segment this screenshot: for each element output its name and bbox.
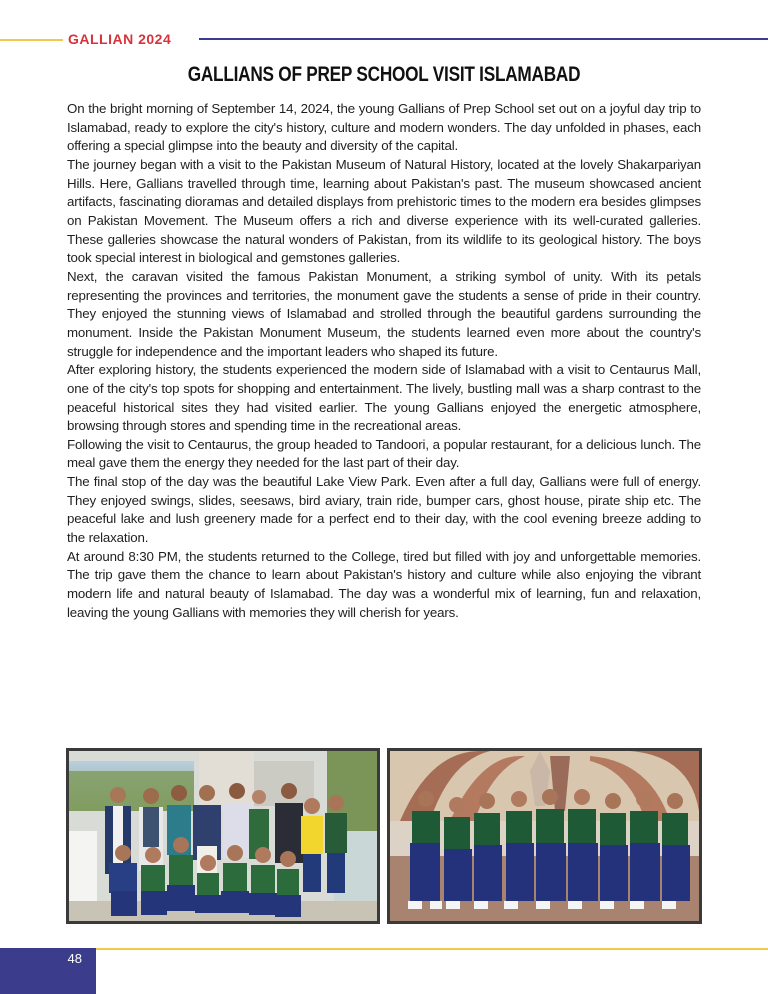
header-rule-blue	[199, 38, 768, 40]
article-paragraph: At around 8:30 PM, the students returned to the College, tired but filled with joy and unforgettable memories. The trip gave them the chance to learn about Pakistan's history and culture while also enjoying the vibrant modern life and natural beauty of Islamabad. The day was a wonderful mix of learning, fun and relaxation, leaving the young Gallians with memories they will cherish for years.	[67, 548, 701, 620]
article-paragraph: After exploring history, the students experienced the modern side of Islamabad with a visit to Centaurus Mall, one of the city's top spots for shopping and entertainment. The lively, bustling mall was a sharp contrast to the peaceful historical sites they had visited earlier. The young Gallians enjoyed the energetic atmosphere, browsing through stores and spending time in the recreational areas.	[67, 362, 701, 434]
article-body	[67, 100, 701, 622]
article-paragraph: Next, the caravan visited the famous Pakistan Monument, a striking symbol of unity. With its petals representing the provinces and territories, the monument gave the students a sense of pride in their country. They enjoyed the stunning views of Islamabad and strolled through the beautiful gardens surrounding the monument. Inside the Pakistan Monument Museum, the students learned even more about the country's struggle for independence and the important leaders who shaped its future.	[67, 268, 701, 359]
article-paragraph: Following the visit to Centaurus, the group headed to Tandoori, a popular restaurant, for a delicious lunch. The meal gave them the energy they needed for the last part of their day.	[67, 436, 701, 471]
monument-group-photo-image	[390, 751, 699, 921]
article-paragraph: On the bright morning of September 14, 2024, the young Gallians of Prep School set out on a joyful day trip to Islamabad, ready to explore the city's history, culture and modern wonders. The day unfolded in phases, each offering a special glimpse into the beauty and diversity of the capital.	[67, 101, 701, 154]
article-paragraph: The final stop of the day was the beautiful Lake View Park. Even after a full day, Gallians were full of energy. They enjoyed swings, slides, seesaws, bird aviary, train ride, bumper cars, ghost house, pirate ship etc. The peaceful lake and lush greenery made for a perfect end to their day, with the cool evening breeze adding to the relaxation.	[67, 474, 701, 546]
monument-group-photo	[387, 748, 702, 924]
page-number: 48	[67, 951, 82, 966]
article-paragraph: The journey began with a visit to the Pakistan Museum of Natural History, located at the lovely Shakarpariyan Hills. Here, Gallians travelled through time, learning about Pakistan's past. The museum showcased ancient artifacts, fascinating dioramas and detailed displays from prehistoric times to the modern era besides glimpses on Pakistan Movement. The Museum offers a rich and diverse experience with its well-curated galleries. These galleries showcase the natural wonders of Pakistan, from its wildlife to its geological history. The boys took special interest in biological and gemstones galleries.	[67, 156, 701, 266]
magazine-header	[0, 30, 768, 50]
page-number-box	[0, 948, 96, 994]
photo-gallery	[66, 748, 702, 924]
magazine-title: GALLIAN 2024	[68, 31, 172, 47]
footer-rule	[96, 948, 768, 950]
museum-group-photo	[66, 748, 380, 924]
article-title: GALLIANS OF PREP SCHOOL VISIT ISLAMABAD	[187, 63, 581, 86]
header-rule-yellow	[0, 39, 63, 41]
museum-group-photo-image	[69, 751, 377, 921]
